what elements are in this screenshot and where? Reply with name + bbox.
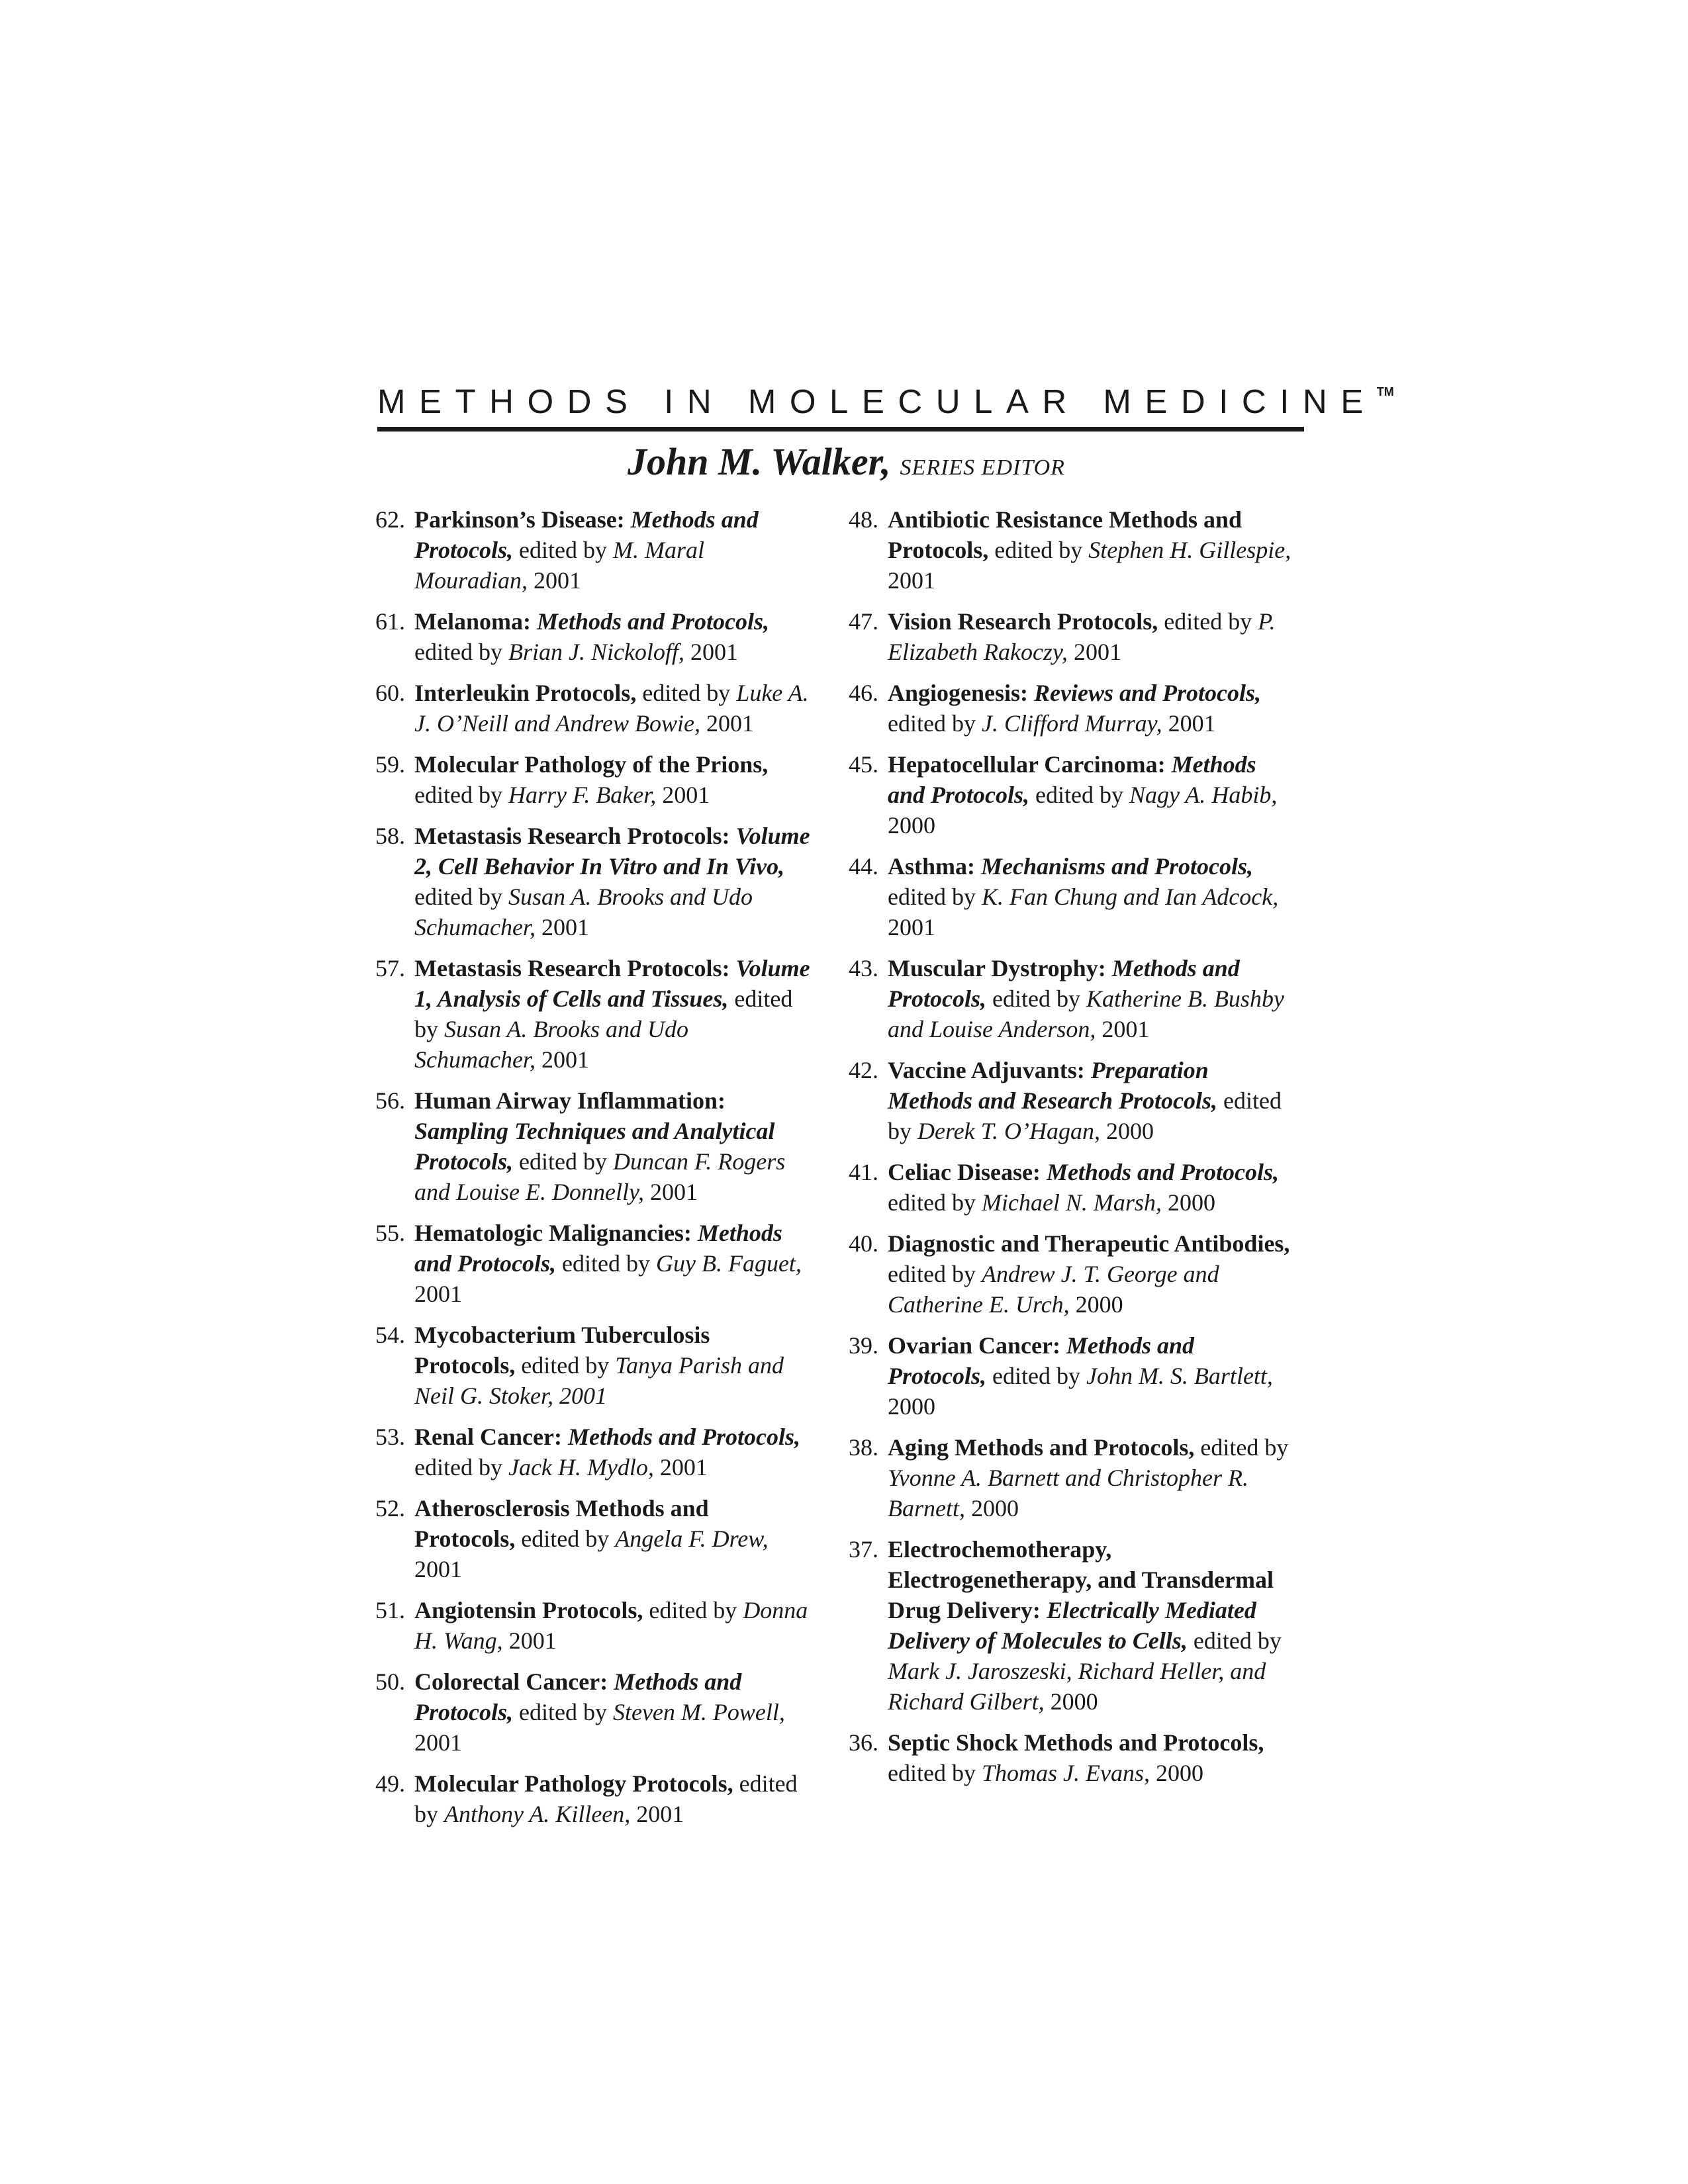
- series-title: [377, 369, 1394, 424]
- book-entry: [357, 1493, 814, 1584]
- entry-subtitle: Electrically Mediated Delivery of Molecules to Cells,: [888, 1597, 1256, 1654]
- entry-number: 42.: [849, 1057, 878, 1083]
- entry-title: Atherosclerosis Methods and Protocols,: [414, 1495, 709, 1552]
- entry-number: 44.: [849, 853, 878, 880]
- entry-editors: Jack H. Mydlo,: [508, 1454, 654, 1480]
- entry-subtitle: Methods and Protocols,: [536, 608, 770, 635]
- entry-text: [414, 953, 814, 1075]
- entry-editors: Luke A. J. O’Neill and Andrew Bowie,: [414, 680, 809, 737]
- book-entry: [357, 1320, 814, 1411]
- entry-number: 37.: [849, 1536, 878, 1563]
- entry-title: Aging Methods and Protocols,: [888, 1434, 1195, 1461]
- entry-edited-by: edited by: [888, 1087, 1282, 1144]
- entry-subtitle: Mechanisms and Protocols,: [981, 853, 1254, 880]
- book-entry: [831, 1055, 1294, 1146]
- entry-year: 2001: [1102, 1016, 1150, 1042]
- entry-year: 2001: [508, 1627, 557, 1654]
- entry-text: [888, 1432, 1294, 1524]
- entry-year: 2001: [690, 639, 738, 665]
- entry-year: 2001: [706, 710, 754, 737]
- entry-text: [888, 851, 1294, 942]
- entry-edited-by: edited by: [519, 1148, 607, 1175]
- entry-edited-by: edited by: [1164, 608, 1252, 635]
- entry-subtitle: Methods and Protocols,: [567, 1424, 800, 1450]
- entry-text: [414, 1595, 814, 1656]
- entry-subtitle: Methods and Protocols,: [414, 1668, 742, 1725]
- entry-subtitle: Sampling Techniques and Analytical Protocols,: [414, 1118, 775, 1175]
- entry-subtitle: Preparation Methods and Research Protocols,: [888, 1057, 1218, 1114]
- entry-edited-by: edited by: [649, 1597, 737, 1623]
- book-entry: [831, 1534, 1294, 1717]
- entry-text: [414, 1493, 814, 1584]
- entry-edited-by: edited by: [1200, 1434, 1289, 1461]
- book-entry: [357, 504, 814, 596]
- entry-year: 2000: [1050, 1688, 1098, 1715]
- entry-number: 38.: [849, 1434, 878, 1461]
- entry-title: Vision Research Protocols,: [888, 608, 1158, 635]
- entry-editors: Anthony A. Killeen,: [444, 1801, 631, 1827]
- book-entry: [357, 606, 814, 667]
- entry-text: [414, 678, 814, 739]
- series-header: [377, 369, 1394, 432]
- entry-year: 2000: [888, 1393, 935, 1420]
- entry-number: 47.: [849, 608, 878, 635]
- entry-text: [414, 821, 814, 942]
- book-entry: [831, 953, 1294, 1044]
- book-entry: [831, 1330, 1294, 1422]
- entry-text: [414, 1768, 814, 1829]
- entry-text: [888, 1228, 1294, 1320]
- entry-editors: Susan A. Brooks and Udo Schumacher,: [414, 1016, 688, 1073]
- book-entry: [357, 953, 814, 1075]
- entry-title: Hepatocellular Carcinoma:: [888, 751, 1166, 778]
- entry-editors: J. Clifford Murray,: [981, 710, 1162, 737]
- book-entry: [831, 678, 1294, 739]
- entry-title: Colorectal Cancer:: [414, 1668, 608, 1695]
- entry-text: [414, 1422, 814, 1482]
- entry-editors: K. Fan Chung and Ian Adcock,: [981, 884, 1279, 910]
- entry-subtitle: Methods and Protocols,: [888, 751, 1256, 808]
- entry-editors: John M. S. Bartlett,: [1086, 1363, 1273, 1389]
- entry-number: 54.: [375, 1322, 405, 1348]
- entry-year: 2000: [970, 1495, 1019, 1522]
- entry-title: Antibiotic Resistance Methods and Protocols,: [888, 506, 1243, 563]
- entry-subtitle: Methods and Protocols,: [1046, 1159, 1279, 1185]
- entry-subtitle: Reviews and Protocols,: [1034, 680, 1261, 706]
- entry-editors: Yvonne A. Barnett and Christopher R. Barnett,: [888, 1465, 1249, 1522]
- entry-editors: Brian J. Nickoloff,: [508, 639, 684, 665]
- entry-number: 58.: [375, 823, 405, 849]
- entry-number: 55.: [375, 1220, 405, 1246]
- entry-title: Vaccine Adjuvants:: [888, 1057, 1085, 1083]
- entry-title: Parkinson’s Disease:: [414, 506, 625, 533]
- entry-title: Molecular Pathology Protocols,: [414, 1770, 733, 1797]
- book-entry: [831, 606, 1294, 667]
- entry-title: Angiogenesis:: [888, 680, 1029, 706]
- entry-editors: Guy B. Faguet,: [655, 1250, 802, 1277]
- book-entry: [357, 1768, 814, 1829]
- series-title-text: METHODS IN MOLECULAR MEDICINE: [377, 383, 1377, 420]
- entry-number: 57.: [375, 955, 405, 981]
- entry-year: 2001: [414, 1556, 462, 1582]
- entry-edited-by: edited by: [414, 1770, 798, 1827]
- entry-number: 43.: [849, 955, 878, 981]
- entry-text: [414, 749, 814, 810]
- entry-editors: M. Maral Mouradian,: [414, 537, 704, 594]
- entry-subtitle: Methods and Protocols,: [414, 1220, 782, 1277]
- book-entry: [831, 1727, 1294, 1788]
- entry-year: 2001: [649, 1179, 698, 1205]
- entry-title: Hematologic Malignancies:: [414, 1220, 692, 1246]
- entry-edited-by: edited by: [1193, 1627, 1282, 1654]
- entry-edited-by: edited by: [521, 1352, 610, 1379]
- entry-editors: Donna H. Wang,: [414, 1597, 808, 1654]
- book-entry: [357, 1218, 814, 1309]
- entry-edited-by: edited by: [888, 1261, 976, 1287]
- entry-year: 2001: [888, 914, 935, 940]
- entry-editors: Stephen H. Gillespie,: [1088, 537, 1291, 563]
- entry-year: 2000: [1167, 1189, 1215, 1216]
- book-entry: [357, 749, 814, 810]
- entry-title: Diagnostic and Therapeutic Antibodies,: [888, 1230, 1290, 1257]
- entry-number: 46.: [849, 680, 878, 706]
- header-rule: [377, 427, 1304, 432]
- entry-edited-by: edited by: [642, 680, 731, 706]
- trademark-mark: TM: [1376, 385, 1394, 398]
- book-entry: [357, 1085, 814, 1207]
- entry-editors: Duncan F. Rogers and Louise E. Donnelly,: [414, 1148, 786, 1205]
- entry-edited-by: edited by: [414, 1454, 502, 1480]
- entry-edited-by: edited by: [992, 985, 1080, 1012]
- entry-year: 2000: [888, 812, 935, 839]
- entry-text: [414, 1666, 814, 1758]
- entry-subtitle: Volume 2, Cell Behavior In Vitro and In Vivo,: [414, 823, 810, 880]
- entry-number: 50.: [375, 1668, 405, 1695]
- entry-year: 2001: [662, 782, 710, 808]
- entry-number: 48.: [849, 506, 878, 533]
- entry-edited-by: edited by: [562, 1250, 650, 1277]
- entry-editors: Tanya Parish and Neil G. Stoker, 2001: [414, 1352, 784, 1409]
- editor-name: John M. Walker,: [628, 440, 891, 483]
- entry-text: [414, 1218, 814, 1309]
- entry-number: 40.: [849, 1230, 878, 1257]
- entry-title: Celiac Disease:: [888, 1159, 1041, 1185]
- entry-subtitle: Methods and Protocols,: [888, 955, 1240, 1012]
- book-entry: [357, 678, 814, 739]
- entry-editors: P. Elizabeth Rakoczy,: [888, 608, 1276, 665]
- entry-number: 62.: [375, 506, 405, 533]
- entry-text: [888, 606, 1294, 667]
- entry-editors: Andrew J. T. George and Catherine E. Urch,: [888, 1261, 1219, 1318]
- entry-title: Asthma:: [888, 853, 975, 880]
- entry-year: 2000: [1105, 1118, 1154, 1144]
- entry-number: 59.: [375, 751, 405, 778]
- entry-edited-by: edited by: [888, 710, 976, 737]
- entry-editors: Derek T. O’Hagan,: [917, 1118, 1100, 1144]
- entry-number: 52.: [375, 1495, 405, 1522]
- entry-text: [888, 678, 1294, 739]
- entry-editors: Mark J. Jaroszeski, Richard Heller, and Richard Gilbert,: [888, 1658, 1266, 1715]
- entry-title: Septic Shock Methods and Protocols,: [888, 1729, 1264, 1756]
- entry-text: [414, 1320, 814, 1411]
- entry-edited-by: edited by: [1035, 782, 1123, 808]
- entry-text: [888, 1727, 1294, 1788]
- entry-text: [888, 953, 1294, 1044]
- entry-editors: Harry F. Baker,: [508, 782, 657, 808]
- book-entry: [357, 1666, 814, 1758]
- entry-text: [888, 1330, 1294, 1422]
- book-entry: [357, 1595, 814, 1656]
- entry-year: 2001: [414, 1729, 462, 1756]
- entry-subtitle: Volume 1, Analysis of Cells and Tissues,: [414, 955, 810, 1012]
- entry-year: 2001: [1073, 639, 1121, 665]
- entry-text: [888, 1055, 1294, 1146]
- entry-edited-by: edited by: [994, 537, 1083, 563]
- entry-editors: Nagy A. Habib,: [1129, 782, 1278, 808]
- entry-title: Renal Cancer:: [414, 1424, 562, 1450]
- entry-year: 2000: [1075, 1291, 1123, 1318]
- entry-year: 2001: [534, 567, 581, 594]
- entry-title: Muscular Dystrophy:: [888, 955, 1106, 981]
- entry-year: 2001: [541, 1046, 589, 1073]
- entry-title: Melanoma:: [414, 608, 531, 635]
- entry-edited-by: edited by: [414, 985, 793, 1042]
- entry-text: [414, 504, 814, 596]
- entry-edited-by: edited by: [888, 1760, 976, 1786]
- entry-text: [888, 749, 1294, 841]
- book-entry: [831, 1432, 1294, 1524]
- series-editor: [628, 439, 1065, 484]
- entry-title: Interleukin Protocols,: [414, 680, 637, 706]
- editor-role: SERIES EDITOR: [900, 455, 1065, 480]
- entry-year: 2001: [541, 914, 589, 940]
- entry-year: 2001: [636, 1801, 684, 1827]
- entry-number: 56.: [375, 1087, 405, 1114]
- book-entry: [831, 504, 1294, 596]
- entry-title: Ovarian Cancer:: [888, 1332, 1060, 1359]
- entry-edited-by: edited by: [414, 639, 502, 665]
- entry-year: 2001: [659, 1454, 708, 1480]
- entry-title: Mycobacterium Tuberculosis Protocols,: [414, 1322, 710, 1379]
- entry-edited-by: edited by: [519, 1699, 607, 1725]
- book-entry: [831, 1157, 1294, 1218]
- entry-editors: Angela F. Drew,: [615, 1525, 769, 1552]
- entry-subtitle: Methods and Protocols,: [414, 506, 759, 563]
- entry-editors: Michael N. Marsh,: [981, 1189, 1162, 1216]
- entry-text: [888, 1157, 1294, 1218]
- entry-year: 2001: [414, 1281, 462, 1307]
- entry-edited-by: edited by: [888, 1189, 976, 1216]
- entry-subtitle: Methods and Protocols,: [888, 1332, 1194, 1389]
- entry-edited-by: edited by: [992, 1363, 1080, 1389]
- book-entry: [831, 749, 1294, 841]
- entry-edited-by: edited by: [888, 884, 976, 910]
- entry-title: Angiotensin Protocols,: [414, 1597, 643, 1623]
- entry-number: 60.: [375, 680, 405, 706]
- entry-edited-by: edited by: [521, 1525, 610, 1552]
- entry-editors: Thomas J. Evans,: [981, 1760, 1150, 1786]
- book-entry: [357, 1422, 814, 1482]
- entry-year: 2001: [1168, 710, 1216, 737]
- left-column: [357, 504, 814, 1840]
- entry-text: [414, 1085, 814, 1207]
- entry-number: 51.: [375, 1597, 405, 1623]
- entry-title: Electrochemotherapy, Electrogenetherapy, and Transdermal Drug Delivery:: [888, 1536, 1274, 1623]
- entry-edited-by: edited by: [414, 884, 502, 910]
- entry-edited-by: edited by: [414, 782, 502, 808]
- entry-editors: Susan A. Brooks and Udo Schumacher,: [414, 884, 753, 940]
- entry-title: Human Airway Inflammation:: [414, 1087, 726, 1114]
- entry-title: Metastasis Research Protocols:: [414, 823, 730, 849]
- entry-text: [888, 504, 1294, 596]
- entry-edited-by: edited by: [519, 537, 607, 563]
- entry-number: 45.: [849, 751, 878, 778]
- entry-editors: Katherine B. Bushby and Louise Anderson,: [888, 985, 1284, 1042]
- entry-year: 2001: [888, 567, 935, 594]
- entry-number: 36.: [849, 1729, 878, 1756]
- entry-text: [414, 606, 814, 667]
- entry-number: 61.: [375, 608, 405, 635]
- book-entry: [831, 1228, 1294, 1320]
- entry-number: 39.: [849, 1332, 878, 1359]
- entry-title: Metastasis Research Protocols:: [414, 955, 730, 981]
- entry-title: Molecular Pathology of the Prions,: [414, 751, 769, 778]
- right-column: [831, 504, 1294, 1799]
- entry-text: [888, 1534, 1294, 1717]
- entry-year: 2000: [1155, 1760, 1203, 1786]
- entry-number: 49.: [375, 1770, 405, 1797]
- entry-number: 53.: [375, 1424, 405, 1450]
- book-entry: [357, 821, 814, 942]
- entry-editors: Steven M. Powell,: [612, 1699, 785, 1725]
- book-entry: [831, 851, 1294, 942]
- entry-number: 41.: [849, 1159, 878, 1185]
